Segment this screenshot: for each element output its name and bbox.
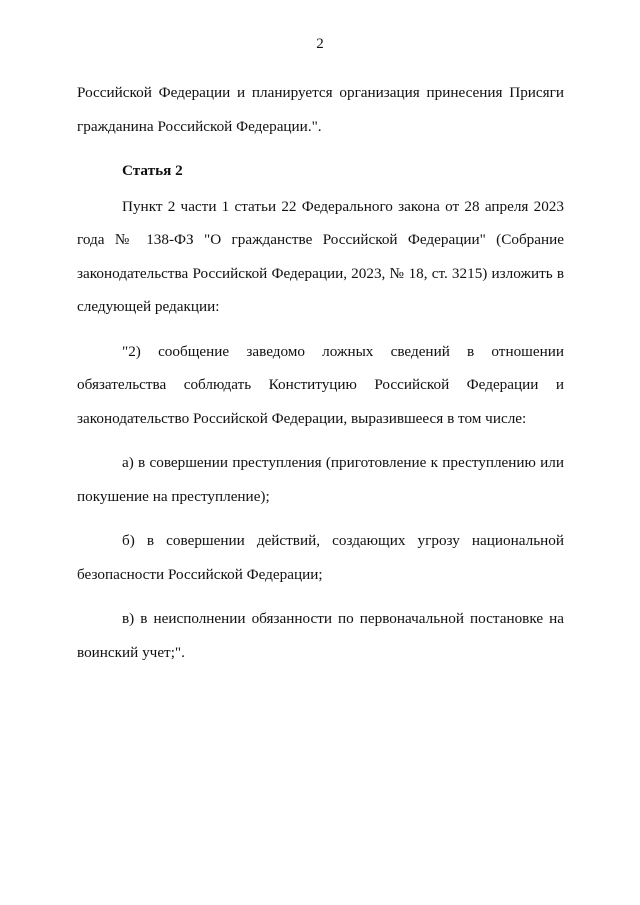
- paragraph-subclause-b: б) в совершении действий, создающих угрозу национальной безопасности Российской Федерации;: [77, 532, 564, 583]
- document-body: [77, 76, 564, 680]
- paragraph-amendment: Пункт 2 части 1 статьи 22 Федерального закона от 28 апреля 2023 года № 138-ФЗ "О гражданстве Российской Федерации" (Собрание законодательства Российской Федерации, 2023, № 18, ст. 3215) изложить в следующей редакции:: [77, 197, 564, 315]
- intro-paragraph: Российской Федерации и планируется организация принесения Присяги гражданина Российской Федерации.".: [77, 84, 564, 135]
- page-number: 2: [316, 36, 324, 52]
- paragraph-clause-2: "2) сообщение заведомо ложных сведений в отношении обязательства соблюдать Конституцию Российской Федерации и законодательство Российской Федерации, выразившееся в том числе:: [77, 342, 564, 427]
- article-heading: Статья 2: [122, 162, 183, 179]
- paragraph-subclause-a: а) в совершении преступления (приготовление к преступлению или покушение на преступление);: [77, 454, 564, 505]
- paragraph-subclause-v: в) в неисполнении обязанности по первоначальной постановке на воинский учет;".: [77, 610, 564, 661]
